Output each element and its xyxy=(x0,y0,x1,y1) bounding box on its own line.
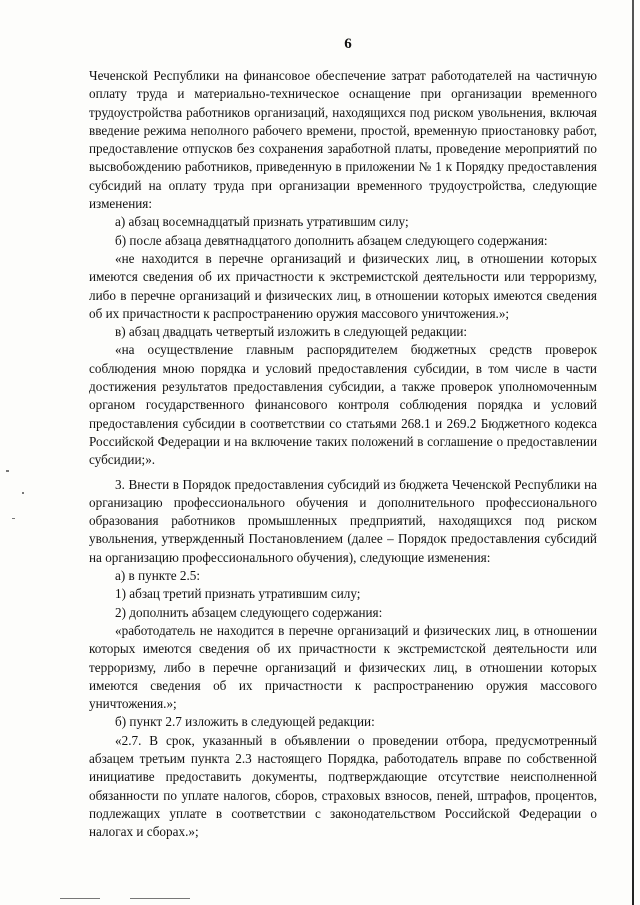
document-page xyxy=(89,36,597,841)
paragraph: 3. Внести в Порядок предоставления субсидий из бюджета Чеченской Республики на организацию профессионального обучения и дополнительного профессионального образования работников промышленных предприятий, находящихся под риском увольнения, утвержденный Постановлением (далее – Порядок предоставления субсидий на организацию профессионального обучения), следующие изменения: xyxy=(89,476,597,565)
page-number: 6 xyxy=(344,36,352,52)
scan-speck xyxy=(130,898,190,899)
paragraph: Чеченской Республики на финансовое обеспечение затрат работодателей на частичную оплату труда и материально-техническое оснащение при организации временного трудоустройства работников организаций, находящихся под риском увольнения, включая введение режима неполного рабочего времени, простой, временную приостановку работ, предоставление отпусков без сохранения заработной платы, проведение мероприятий по высвобождению работников, приведенную в приложении № 1 к Порядку предоставления субсидий на оплату труда при организации временного трудоустройства, следующие изменения: xyxy=(89,68,597,212)
paragraph: «на осуществление главным распорядителем бюджетных средств проверок соблюдения мною порядка и условий предоставления субсидии, в том числе в части достижения результатов предоставления субсидии, а также проверок уполномоченным органом государственного финансового контроля соблюдения порядка и условий предоставления субсидии в соответствии со статьями 268.1 и 269.2 Бюджетного кодекса Российской Федерации и на включение таких положений в соглашение о предоставлении субсидии;». xyxy=(89,342,597,468)
paragraph: б) пункт 2.7 изложить в следующей редакции: xyxy=(115,714,375,730)
scan-speck xyxy=(6,470,9,472)
scan-edge xyxy=(632,0,634,905)
paragraph: «2.7. В срок, указанный в объявлении о проведении отбора, предусмотренный абзацем третьим пункта 2.3 настоящего Порядка, работодатель вправе по собственной инициативе предоставить документы, подтверждающие отсутствие неисполненной обязанности по уплате налогов, сборов, страховых взносов, пеней, штрафов, процентов, подлежащих уплате в соответствии с законодательством Российской Федерации о налогах и сборах.»; xyxy=(89,732,597,840)
paragraph: б) после абзаца девятнадцатого дополнить абзацем следующего содержания: xyxy=(115,232,548,248)
paragraph: 1) абзац третий признать утратившим силу; xyxy=(115,586,361,602)
scan-speck xyxy=(60,898,100,899)
scan-speck xyxy=(22,492,24,494)
paragraph: а) абзац восемнадцатый признать утратившим силу; xyxy=(115,214,409,230)
paragraph: «не находится в перечне организаций и физических лиц, в отношении которых имеются сведения об их причастности к экстремистской деятельности или терроризму, либо в перечне организаций и физических лиц, в отношении которых имеются сведения об их причастности к распространению оружия массового уничтожения.»; xyxy=(89,250,597,321)
paragraph: «работодатель не находится в перечне организаций и физических лиц, в отношении которых имеются сведения об их причастности к экстремистской деятельности или терроризму, либо в перечне организаций и физических лиц, в отношении которых имеются сведения об их причастности к распространению оружия массового уничтожения.»; xyxy=(89,622,597,712)
paragraph: а) в пункте 2.5: xyxy=(115,568,201,584)
paragraph: в) абзац двадцать четвертый изложить в следующей редакции: xyxy=(115,324,468,340)
scan-speck xyxy=(12,518,15,519)
paragraph: 2) дополнить абзацем следующего содержания: xyxy=(115,604,383,620)
